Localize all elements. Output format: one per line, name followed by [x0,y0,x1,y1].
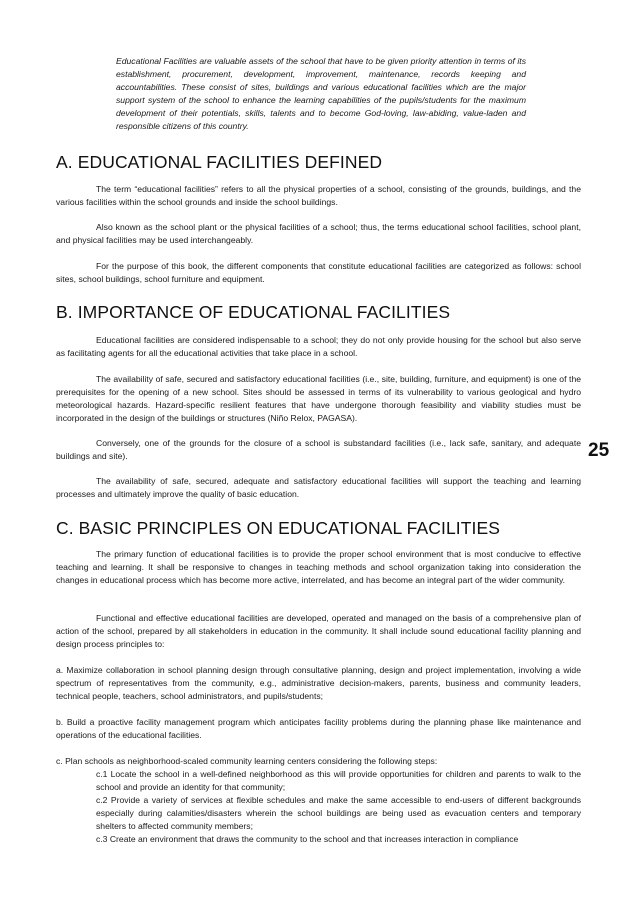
section-c-heading: C. BASIC PRINCIPLES ON EDUCATIONAL FACILITIES [56,518,501,538]
list-item-c2: c.2 Provide a variety of services at flexible schedules and make the same accessible to end-users of different backgrounds especially during calamities/disasters wherein the school buildings are being used as evacuation centers and temporary shelters to affected community members; [96,795,581,831]
section-b-heading: B. IMPORTANCE OF EDUCATIONAL FACILITIES [56,302,451,322]
section-c-paragraph-1 [56,548,581,587]
section-b-paragraph-4-text: The availability of safe, secured, adequate and satisfactory educational facilities will support the teaching and learning processes and ultimately improve the quality of basic education. [56,476,581,499]
list-item-b: b. Build a proactive facility management program which anticipates facility problems during the planning phase like maintenance and operations of the educational facilities. [56,717,581,740]
section-a-paragraph-2-text: Also known as the school plant or the physical facilities of a school; thus, the terms educational school facilities, school plant, and physical facilities may be used interchangeably. [56,222,581,245]
section-a-paragraph-1 [56,183,581,209]
intro-paragraph: Educational Facilities are valuable assets of the school that have to be given priority attention in terms of its establishment, procurement, development, improvement, maintenance, records keeping and accountabilities. These consist of sites, buildings and various educational facilities which are the major support system of the school to enhance the learning capabilities of the pupils/students for the maximum development of their potentials, skills, talents and to become God-loving, law-abiding, value-laden and responsible citizens of this country. [116,56,526,131]
section-a-paragraph-3-text: For the purpose of this book, the different components that constitute educational facilities are categorized as follows: school sites, school buildings, school furniture and equipment. [56,261,581,284]
section-b-paragraph-1-text: Educational facilities are considered indispensable to a school; they do not only provide housing for the school but also serve as facilitating agents for all the educational activities that take place in a school. [56,335,581,358]
section-b-paragraph-3 [56,437,581,463]
list-item-c1: c.1 Locate the school in a well-defined neighborhood as this will provide opportunities for children and parents to walk to the school and provide an identity for that community; [96,769,581,792]
section-b-paragraph-2 [56,373,581,425]
list-item-a: a. Maximize collaboration in school planning design through consultative planning, design and project implementation, involving a wide spectrum of representatives from the community, e.g., administrative decision-makers, parents, business and community leaders, technical people, teachers, school administrators, and pupils/students; [56,665,581,701]
section-c-paragraph-2 [56,612,581,651]
section-b-paragraph-3-text: Conversely, one of the grounds for the closure of a school is substandard facilities (i.e., lack safe, sanitary, and adequate buildings and site). [56,438,581,461]
page-number: 25 [588,440,610,461]
section-c-paragraph-1-text: The primary function of educational facilities is to provide the proper school environment that is most conducive to effective teaching and learning. It shall be responsive to changes in teaching methods and school organization taking into consideration the changes in educational process which has become more active, interrelated, and has become an integral part of the wider community. [56,549,581,585]
section-b-paragraph-1 [56,334,581,360]
section-a-heading: A. EDUCATIONAL FACILITIES DEFINED [56,152,383,172]
section-c-paragraph-2-text: Functional and effective educational facilities are developed, operated and managed on the basis of a comprehensive plan of action of the school, prepared by all stakeholders in education in the community. It shall include sound educational facility planning and design process principles to: [56,613,581,649]
section-a-paragraph-3 [56,260,581,286]
section-a-paragraph-2 [56,221,581,247]
list-item-c3: c.3 Create an environment that draws the community to the school and that increases interaction in compliance [96,834,519,844]
section-b-paragraph-4 [56,475,581,501]
section-b-paragraph-2-text: The availability of safe, secured and satisfactory educational facilities (i.e., site, building, furniture, and equipment) is one of the prerequisites for the opening of a new school. Sites should be assessed in terms of its vulnerability to various geological and hydro meteorological hazards. Hazard-specific resilient features that have undergone thorough feasibility and viability studies must be incorporated in the design of the buildings or structures (Niño Relox, PAGASA). [56,374,581,423]
list-item-c: c. Plan schools as neighborhood-scaled community learning centers considering the following steps: [56,756,438,766]
section-a-paragraph-1-text: The term “educational facilities” refers to all the physical properties of a school, consisting of the grounds, buildings, and the various facilities within the school grounds and inside the school buildings. [56,184,581,207]
